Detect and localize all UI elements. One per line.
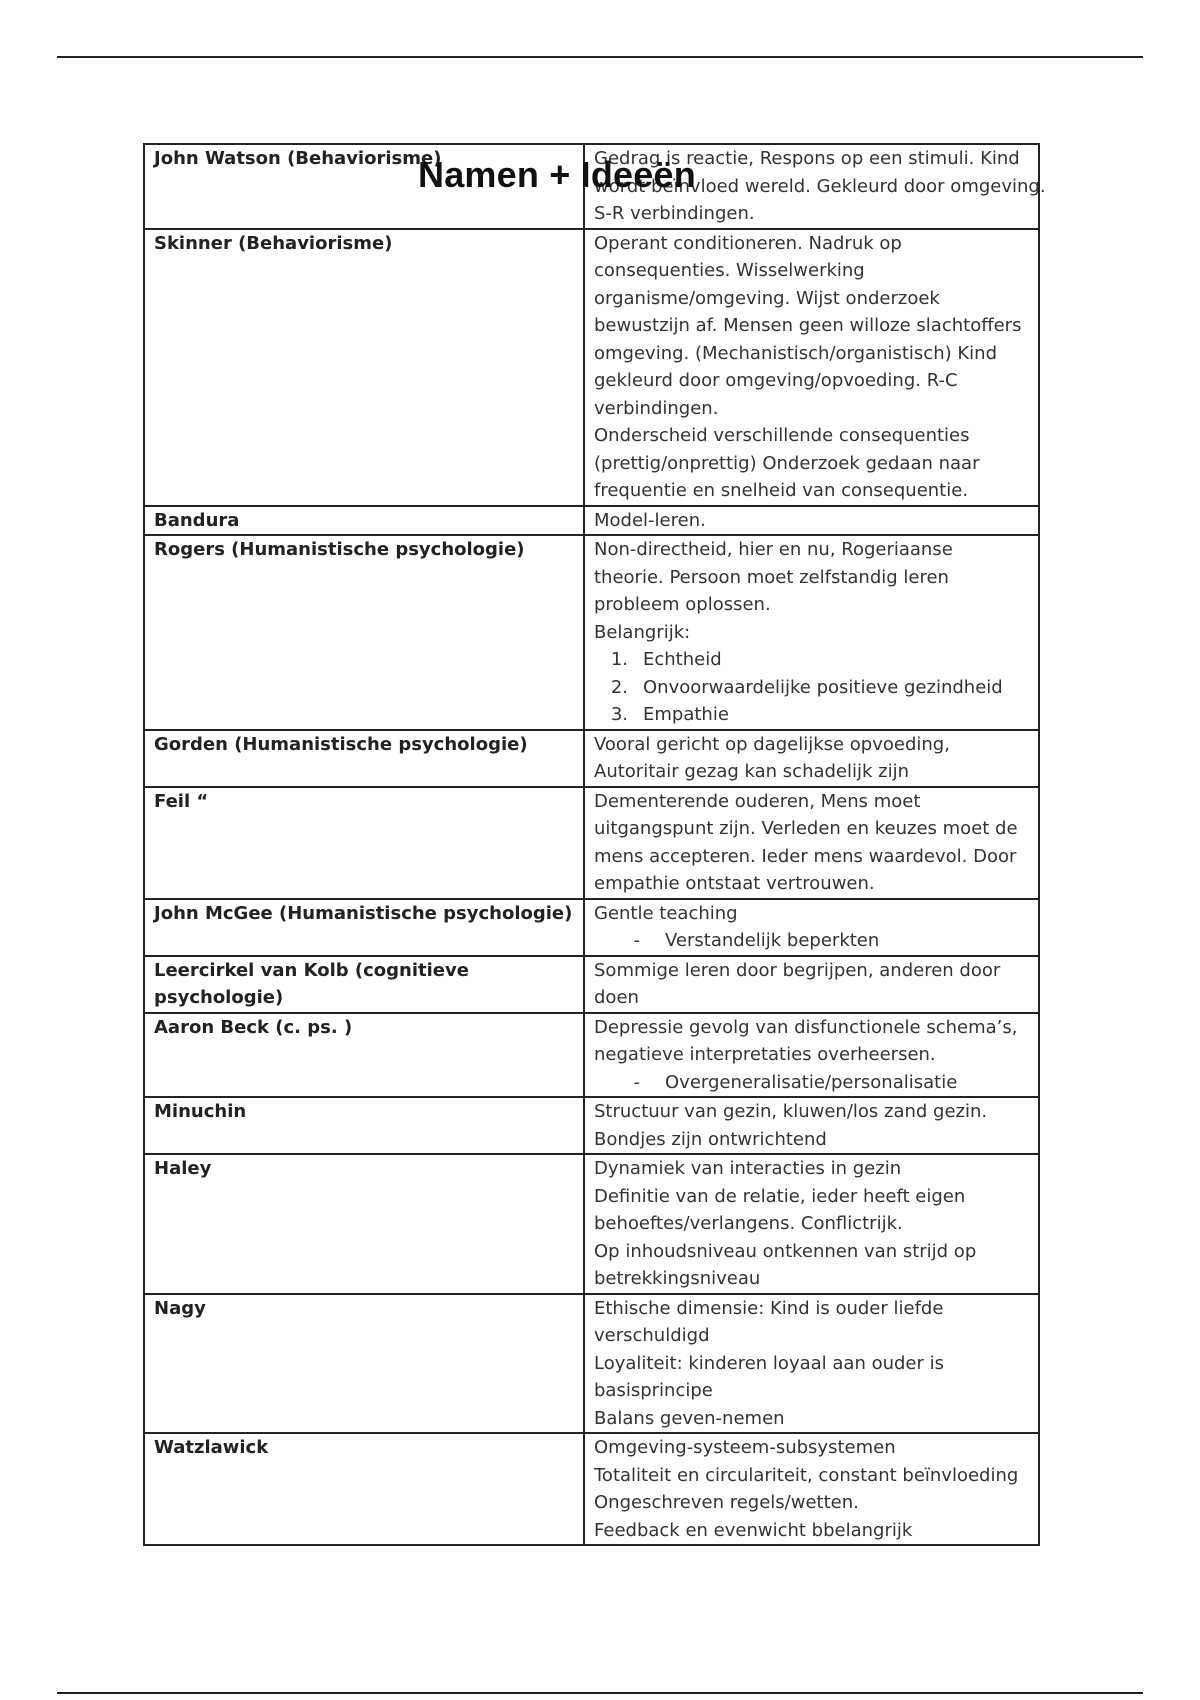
description-line: Onderscheid verschillende consequenties [594, 425, 970, 446]
description-line: Ongeschreven regels/wetten. [594, 1492, 859, 1513]
person-name: Rogers (Humanistische psychologie) [144, 535, 584, 730]
list-item-text: Onvoorwaardelijke positieve gezindheid [643, 676, 1003, 698]
table-row [144, 1097, 1039, 1154]
person-name: Feil “ [144, 787, 584, 899]
description-line: bewustzijn af. Mensen geen willoze slachtoffers [594, 315, 1022, 336]
idea-description [584, 1097, 1039, 1154]
idea-description [584, 787, 1039, 899]
table-row [144, 899, 1039, 956]
description-line: theorie. Persoon moet zelfstandig leren [594, 566, 949, 588]
description-line: Balans geven-nemen [594, 1407, 785, 1429]
description-line: gekleurd door omgeving/opvoeding. R-C [594, 370, 958, 391]
list-marker: 3. [610, 704, 628, 725]
description-line: negatieve interpretaties overheersen. [594, 1044, 936, 1065]
person-name: Minuchin [144, 1097, 584, 1154]
header-rule [57, 56, 1143, 58]
description-line: Omgeving-systeem-subsystemen [594, 1437, 896, 1458]
description-line: Depressie gevolg van disfunctionele schema’s, [594, 1016, 1018, 1038]
person-name: Leercirkel van Kolb (cognitieve psychologie) [144, 956, 584, 1013]
description-line: mens accepteren. Ieder mens waardevol. Door [594, 845, 1017, 867]
description-line: Non-directheid, hier en nu, Rogeriaanse [594, 539, 953, 560]
list-marker: - [633, 930, 640, 951]
description-line: betrekkingsniveau [594, 1268, 761, 1289]
description-line: Gedrag is reactie, Respons op een stimuli. Kind [594, 148, 1020, 169]
table-row [144, 1433, 1039, 1545]
table-row [144, 1013, 1039, 1098]
idea-description [584, 730, 1039, 787]
table-row [144, 730, 1039, 787]
table-row [144, 506, 1039, 536]
table-row [144, 787, 1039, 899]
description-line: Dementerende ouderen, Mens moet [594, 790, 921, 812]
description-line: probleem oplossen. [594, 594, 771, 615]
description-line: Totaliteit en circulariteit, constant beïnvloeding [594, 1464, 1019, 1486]
list-item [594, 674, 1030, 702]
list-item [594, 1069, 1030, 1097]
person-name: Aaron Beck (c. ps. ) [144, 1013, 584, 1098]
person-name: Skinner (Behaviorisme) [144, 229, 584, 506]
idea-description [584, 535, 1039, 730]
names-ideas-table [143, 143, 1046, 1546]
description-line: Model-leren. [594, 509, 706, 531]
idea-description [584, 1433, 1039, 1545]
list-item-text: Echtheid [643, 649, 722, 670]
list-item-text: Verstandelijk beperkten [665, 930, 880, 951]
person-name: Nagy [144, 1294, 584, 1434]
person-name: Haley [144, 1154, 584, 1294]
table-row [144, 1154, 1039, 1294]
list-item-text: Overgeneralisatie/personalisatie [665, 1071, 958, 1093]
table-row [144, 535, 1039, 730]
idea-description [584, 1294, 1039, 1434]
idea-description [584, 956, 1039, 1013]
idea-description [584, 899, 1039, 956]
description-line: Vooral gericht op dagelijkse opvoeding, [594, 733, 950, 755]
table-row [144, 956, 1039, 1013]
description-line: basisprincipe [594, 1380, 713, 1401]
description-line: Loyaliteit: kinderen loyaal aan ouder is [594, 1352, 944, 1374]
list-marker: 1. [610, 649, 628, 670]
page-title: Namen + Ideeën [418, 154, 696, 195]
list-marker: 2. [610, 676, 628, 698]
description-line: Belangrijk: [594, 621, 691, 643]
description-line: omgeving. (Mechanistisch/organistisch) Kind [594, 342, 997, 364]
description-line: Gentle teaching [594, 902, 738, 924]
footer-rule [57, 1692, 1143, 1694]
description-line: S-R verbindingen. [594, 203, 755, 224]
person-name: Gorden (Humanistische psychologie) [144, 730, 584, 787]
description-line: Autoritair gezag kan schadelijk zijn [594, 761, 910, 782]
table-row [144, 229, 1039, 506]
description-line: empathie ontstaat vertrouwen. [594, 873, 875, 894]
description-line: verbindingen. [594, 397, 719, 419]
description-line: behoeftes/verlangens. Conflictrijk. [594, 1213, 903, 1234]
list-item [594, 927, 1030, 955]
description-line: Sommige leren door begrijpen, anderen door [594, 959, 1001, 981]
list-marker: - [633, 1071, 640, 1093]
description-line: wordt beïnvloed wereld. Gekleurd door omgeving. [594, 175, 1046, 197]
description-line: doen [594, 987, 639, 1008]
person-name: John McGee (Humanistische psychologie) [144, 899, 584, 956]
description-line: Feedback en evenwicht bbelangrijk [594, 1519, 913, 1541]
idea-description [584, 1013, 1039, 1098]
table-body [144, 144, 1046, 1545]
description-line: Ethische dimensie: Kind is ouder liefde [594, 1297, 944, 1319]
description-line: Definitie van de relatie, ieder heeft eigen [594, 1185, 966, 1207]
idea-description [584, 229, 1039, 506]
person-name: Watzlawick [144, 1433, 584, 1545]
description-line: verschuldigd [594, 1325, 710, 1346]
description-line: (prettig/onprettig) Onderzoek gedaan naar [594, 452, 980, 474]
description-line: organisme/omgeving. Wijst onderzoek [594, 287, 940, 309]
description-line: frequentie en snelheid van consequentie. [594, 480, 969, 501]
person-name: John Watson (Behaviorisme) [144, 144, 584, 229]
description-line: Structuur van gezin, kluwen/los zand gezin. [594, 1101, 988, 1122]
list-item [594, 701, 1030, 729]
description-line: Bondjes zijn ontwrichtend [594, 1128, 827, 1150]
list-item-text: Empathie [643, 704, 729, 725]
description-line: Operant conditioneren. Nadruk op [594, 232, 902, 254]
table-row [144, 1294, 1039, 1434]
description-line: consequenties. Wisselwerking [594, 260, 865, 281]
description-line: uitgangspunt zijn. Verleden en keuzes moet de [594, 818, 1018, 839]
description-line: Op inhoudsniveau ontkennen van strijd op [594, 1240, 977, 1262]
idea-description [584, 506, 1039, 536]
description-line: Dynamiek van interacties in gezin [594, 1158, 902, 1179]
idea-description [584, 1154, 1039, 1294]
person-name: Bandura [144, 506, 584, 536]
list-item [594, 646, 1030, 674]
